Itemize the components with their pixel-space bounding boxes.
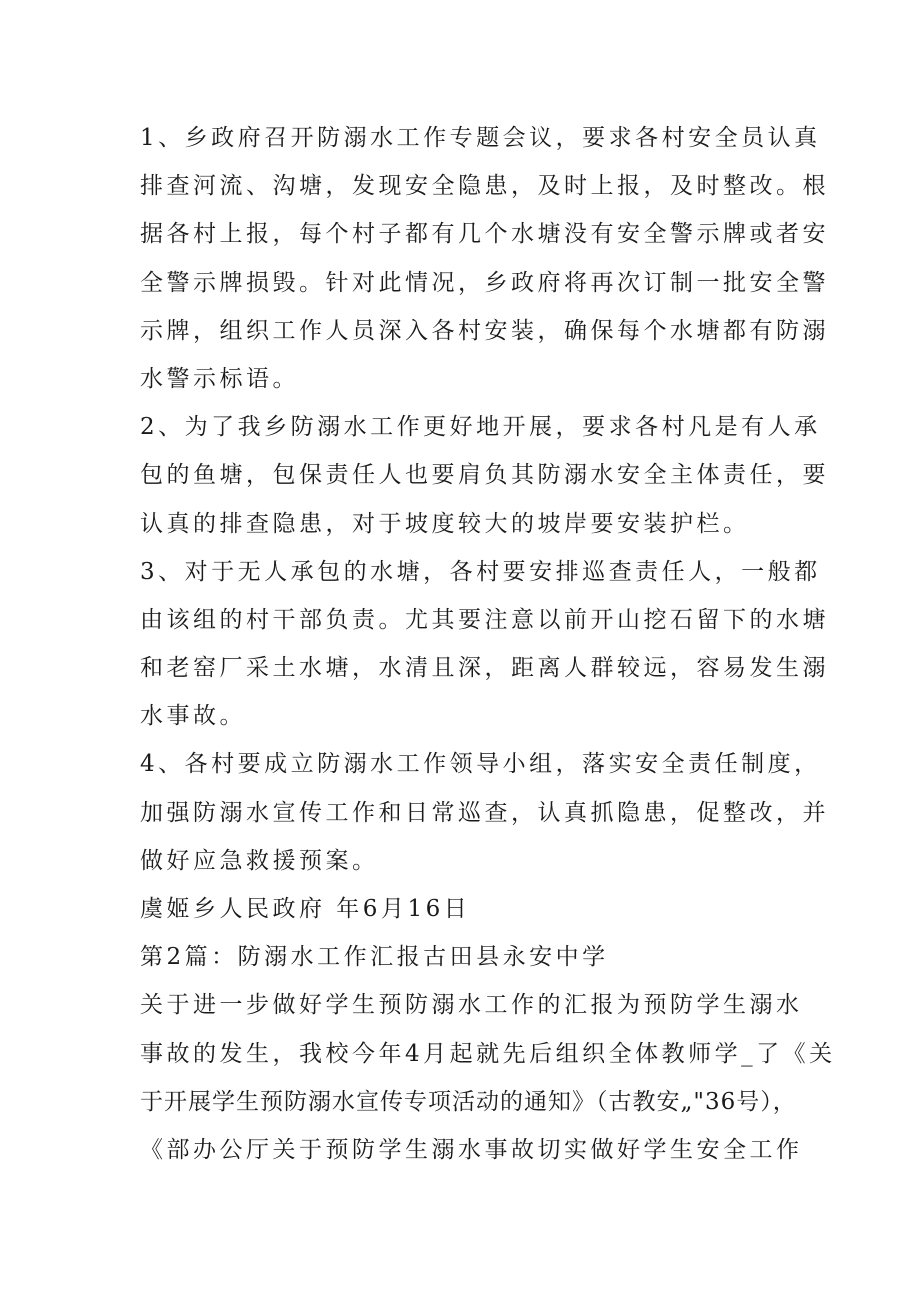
text-line: 1、乡政府召开防溺水工作专题会议，要求各村安全员认真	[140, 125, 821, 151]
text-line: 4、各村要成立防溺水工作领导小组，落实安全责任制度，	[140, 751, 821, 778]
text-line: 据各村上报，每个村子都有几个水塘没有安全警示牌或者安	[140, 221, 829, 248]
text-line: 2、为了我乡防溺水工作更好地开展，要求各村凡是有人承	[140, 414, 821, 441]
text-line: 示牌，组织工作人员深入各村安装，确保每个水塘都有防溺	[140, 317, 829, 344]
text-line: 《部办公厅关于预防学生溺水事故切实做好学生安全工作	[140, 1136, 803, 1163]
text-line: 加强防溺水宣传工作和日常巡查，认真抓隐患，促整改，并	[140, 799, 829, 826]
text-line: 和老窑厂采土水塘，水清且深，距离人群较远，容易发生溺	[140, 655, 829, 682]
text-line: 水警示标语。	[140, 365, 299, 392]
text-line: 全警示牌损毁。针对此情况，乡政府将再次订制一批安全警	[140, 269, 829, 296]
text-line: 3、对于无人承包的水塘，各村要安排巡查责任人，一般都	[140, 558, 821, 585]
text-line: 水事故。	[140, 703, 246, 730]
text-line: 做好应急救援预案。	[140, 847, 379, 874]
text-line: 事故的发生，我校今年4月起就先后组织全体教师学_了《关	[140, 1040, 836, 1067]
text-line: 认真的排查隐患，对于坡度较大的坡岸要安装护栏。	[140, 510, 750, 537]
text-line: 包的鱼塘，包保责任人也要肩负其防溺水安全主体责任，要	[140, 462, 829, 489]
signature-line: 虞姬乡人民政府 年6月16日	[140, 896, 471, 922]
text-line: 于开展学生预防溺水宣传专项活动的通知》（古教安„"36号），	[140, 1088, 797, 1115]
section-heading: 第2篇：防溺水工作汇报古田县永安中学	[140, 944, 609, 971]
text-line: 关于进一步做好学生预防溺水工作的汇报为预防学生溺水	[140, 992, 803, 1019]
text-line: 排查河流、沟塘，发现安全隐患，及时上报，及时整改。根	[140, 173, 829, 200]
text-line: 由该组的村干部负责。尤其要注意以前开山挖石留下的水塘	[140, 606, 829, 633]
